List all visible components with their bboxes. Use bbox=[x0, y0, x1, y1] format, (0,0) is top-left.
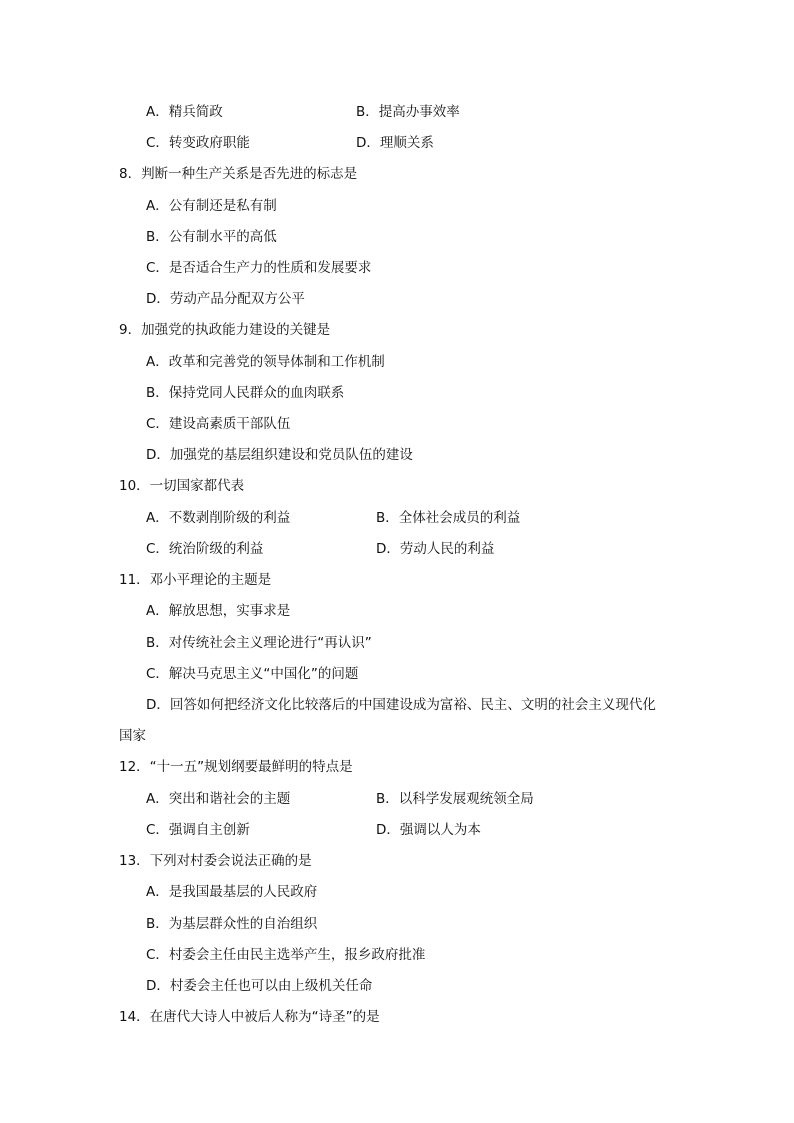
q10-option-a: A．不数剥削阶级的利益 bbox=[146, 510, 291, 526]
q9-stem: 9．加强党的执政能力建设的关键是 bbox=[119, 322, 331, 338]
q11-option-c: C．解决马克思主义“中国化”的问题 bbox=[146, 666, 359, 682]
q13-option-a: A．是我国最基层的人民政府 bbox=[146, 884, 318, 900]
q10-stem: 10．一切国家都代表 bbox=[119, 478, 245, 494]
q7-option-d: D．理顺关系 bbox=[356, 135, 434, 151]
q8-option-d: D．劳动产品分配双方公平 bbox=[146, 291, 305, 307]
q8-option-b: B．公有制水平的高低 bbox=[146, 229, 277, 245]
q7-option-a: A．精兵简政 bbox=[146, 104, 223, 120]
q13-option-d: D．村委会主任也可以由上级机关任命 bbox=[146, 978, 373, 994]
q9-option-d: D．加强党的基层组织建设和党员队伍的建设 bbox=[146, 447, 413, 463]
q12-stem: 12．“十一五”规划纲要最鲜明的特点是 bbox=[119, 759, 353, 775]
q9-option-a: A．改革和完善党的领导体制和工作机制 bbox=[146, 354, 385, 370]
q10-option-b: B．全体社会成员的利益 bbox=[376, 510, 521, 526]
q8-option-a: A．公有制还是私有制 bbox=[146, 198, 277, 214]
q9-option-c: C．建设高素质干部队伍 bbox=[146, 416, 291, 432]
q11-option-b: B．对传统社会主义理论进行“再认识” bbox=[146, 635, 372, 651]
q8-stem: 8．判断一种生产关系是否先进的标志是 bbox=[119, 166, 358, 182]
q8-option-c: C．是否适合生产力的性质和发展要求 bbox=[146, 260, 372, 276]
q14-stem: 14．在唐代大诗人中被后人称为“诗圣”的是 bbox=[119, 1009, 380, 1025]
q11-option-d: D．回答如何把经济文化比较落后的中国建设成为富裕、民主、文明的社会主义现代化 bbox=[146, 697, 656, 713]
q11-option-a: A．解放思想，实事求是 bbox=[146, 603, 291, 619]
q12-option-a: A．突出和谐社会的主题 bbox=[146, 791, 291, 807]
q11-option-d-continuation: 国家 bbox=[119, 728, 146, 744]
q12-option-b: B．以科学发展观统领全局 bbox=[376, 791, 534, 807]
q12-option-c: C．强调自主创新 bbox=[146, 822, 250, 838]
q10-option-d: D．劳动人民的利益 bbox=[376, 541, 495, 557]
q10-option-c: C．统治阶级的利益 bbox=[146, 541, 264, 557]
q12-option-d: D．强调以人为本 bbox=[376, 822, 481, 838]
q13-stem: 13．下列对村委会说法正确的是 bbox=[119, 853, 312, 869]
q7-option-c: C．转变政府职能 bbox=[146, 135, 250, 151]
q13-option-c: C．村委会主任由民主选举产生，报乡政府批准 bbox=[146, 947, 426, 963]
q9-option-b: B．保持党同人民群众的血肉联系 bbox=[146, 385, 345, 401]
q11-stem: 11．邓小平理论的主题是 bbox=[119, 572, 272, 588]
q7-option-b: B．提高办事效率 bbox=[356, 104, 460, 120]
q13-option-b: B．为基层群众性的自治组织 bbox=[146, 916, 318, 932]
